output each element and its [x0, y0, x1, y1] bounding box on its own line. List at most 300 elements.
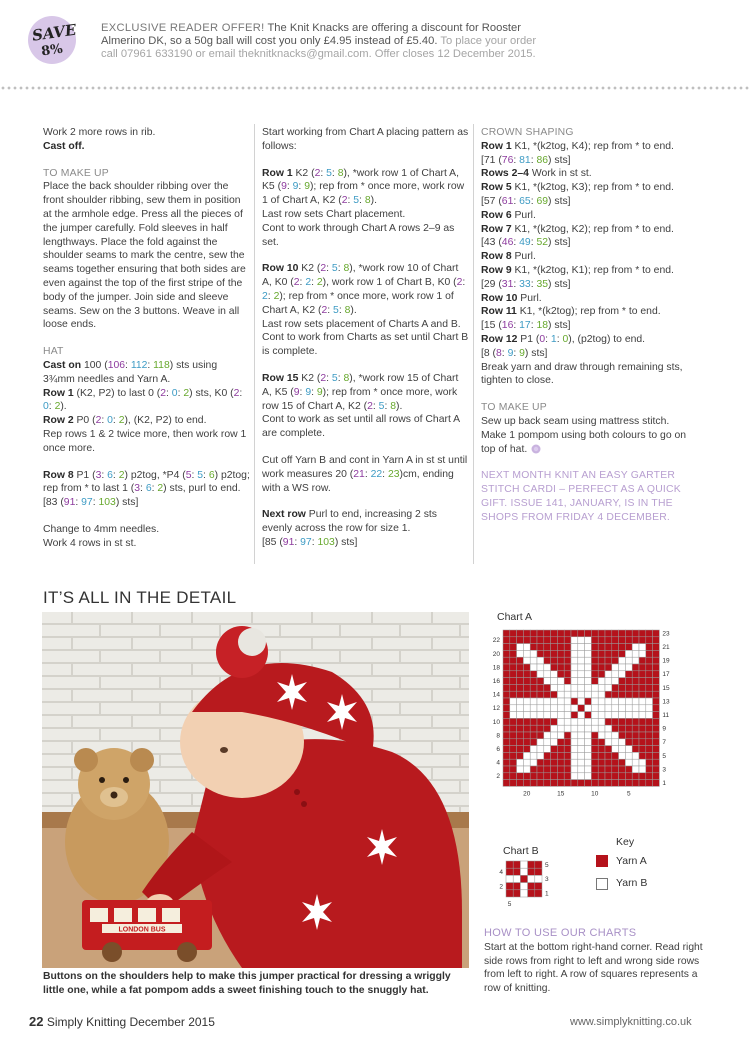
chart-cell: [639, 773, 646, 780]
chart-cell: [523, 678, 530, 685]
chart-cell: [598, 752, 605, 759]
chart-cell: [625, 705, 632, 712]
chart-cell: [632, 732, 639, 739]
chart-cell: [537, 637, 544, 644]
chart-cell: [503, 766, 510, 773]
chart-cell: [523, 684, 530, 691]
chart-cell: [564, 664, 571, 671]
chart-cell: [591, 732, 598, 739]
chart-cell: [605, 698, 612, 705]
chart-cell: [591, 678, 598, 685]
chart-cell: [598, 773, 605, 780]
chart-cell: [598, 766, 605, 773]
row-1-instruction: Row 1 (K2, P2) to last 0 (2: 0: 2) sts, K0 (2: 0: 2).: [43, 387, 243, 413]
chart-cell: [551, 766, 558, 773]
charts-ab-note: Last row sets placement of Charts A and B. Cont to work from Charts as set until Chart B is complete.: [262, 318, 469, 358]
chart-cell: [646, 644, 653, 651]
chart-cell: [585, 664, 592, 671]
chart-cell: [639, 630, 646, 637]
chart-cell: [639, 759, 646, 766]
work-rows: Work 4 rows in st st.: [43, 537, 137, 549]
yarn-b-label: Yarn B: [616, 877, 648, 889]
cut-yarn-instruction: Cut off Yarn B and cont in Yarn A in st st until work measures 20 (21: 22: 23)cm, ending with a WS row.: [262, 454, 468, 494]
chart-cell: [646, 712, 653, 719]
chart-cell: [632, 725, 639, 732]
chart-cell: [571, 773, 578, 780]
chart-cell: [503, 773, 510, 780]
chart-cell: [591, 725, 598, 732]
chart-cell: [510, 712, 517, 719]
chart-cell: [598, 637, 605, 644]
chart-cell: [619, 712, 626, 719]
chart-cell: [612, 759, 619, 766]
chart-cell: [612, 773, 619, 780]
chart-cell: [625, 725, 632, 732]
chart-cell: [578, 664, 585, 671]
chart-cell: [632, 644, 639, 651]
row-label: 11: [662, 712, 670, 720]
chart-cell: [520, 883, 527, 890]
chart-cell: [612, 664, 619, 671]
chart-cell: [591, 684, 598, 691]
chart-cell: [585, 759, 592, 766]
row-label: 8: [496, 732, 500, 740]
chart-cell: [557, 691, 564, 698]
chart-cell: [530, 718, 537, 725]
chart-cell: [585, 732, 592, 739]
next-row-instruction: Next row Purl to end, increasing 2 sts evenly across the row for size 1. [85 (91: 97: 103) sts]: [262, 509, 437, 548]
chart-cell: [530, 678, 537, 685]
chart-cell: [564, 705, 571, 712]
chart-cell: [510, 630, 517, 637]
chart-cell: [571, 644, 578, 651]
chart-cell: [544, 705, 551, 712]
chart-cell: [605, 752, 612, 759]
chart-cell: [605, 644, 612, 651]
chart-cell: [544, 637, 551, 644]
chart-cell: [625, 746, 632, 753]
chart-cell: [585, 746, 592, 753]
chart-cell: [564, 630, 571, 637]
chart-cell: [537, 759, 544, 766]
chart-cell: [551, 718, 558, 725]
chart-cell: [625, 664, 632, 671]
chart-cell: [585, 684, 592, 691]
chart-cell: [517, 657, 524, 664]
chart-cell: [619, 752, 626, 759]
chart-cell: [571, 650, 578, 657]
chart-cell: [523, 746, 530, 753]
hat-heading: HAT: [43, 346, 64, 358]
chart-cell: [625, 718, 632, 725]
save-badge-label: SAVE: [30, 20, 78, 45]
chart-cell: [530, 712, 537, 719]
chart-cell: [591, 630, 598, 637]
chart-cell: [639, 766, 646, 773]
chart-cell: [503, 678, 510, 685]
chart-cell: [653, 759, 660, 766]
chart-cell: [646, 766, 653, 773]
chart-cell: [625, 780, 632, 787]
chart-cell: [537, 718, 544, 725]
chart-cell: [557, 664, 564, 671]
chart-cell: [639, 718, 646, 725]
chart-cell: [551, 712, 558, 719]
chart-cell: [653, 773, 660, 780]
chart-cell: [530, 759, 537, 766]
chart-cell: [557, 657, 564, 664]
chart-cell: [517, 684, 524, 691]
chart-cell: [639, 678, 646, 685]
chart-cell: [544, 678, 551, 685]
chart-cell: [503, 691, 510, 698]
chart-cell: [510, 746, 517, 753]
chart-cell: [517, 732, 524, 739]
chart-cell: [530, 698, 537, 705]
chart-cell: [598, 650, 605, 657]
chart-cell: [513, 861, 520, 868]
chart-cell: [598, 671, 605, 678]
chart-cell: [523, 780, 530, 787]
crown-row-12: Row 12 P1 (0: 1: 0), (p2tog) to end. [8 (8: 9: 9) sts]: [481, 333, 646, 359]
chart-cell: [513, 890, 520, 897]
chart-cell: [523, 752, 530, 759]
crown-row-9: Row 9 K1, *(k2tog, K1); rep from * to end. [29 (31: 33: 35) sts]: [481, 264, 674, 290]
chart-cell: [523, 766, 530, 773]
chart-cell: [639, 698, 646, 705]
chart-cell: [544, 746, 551, 753]
chart-cell: [506, 861, 513, 868]
chart-cell: [557, 780, 564, 787]
chart-cell: [612, 780, 619, 787]
chart-cell: [632, 657, 639, 664]
chart-cell: [528, 861, 535, 868]
chart-cell: [557, 732, 564, 739]
chart-cell: [557, 644, 564, 651]
chart-cell: [517, 650, 524, 657]
chart-cell: [544, 691, 551, 698]
chart-cell: [653, 671, 660, 678]
chart-cell: [517, 705, 524, 712]
chart-cell: [544, 650, 551, 657]
chart-cell: [612, 746, 619, 753]
chart-cell: [517, 630, 524, 637]
row-label: 6: [496, 746, 500, 754]
chart-cell: [639, 664, 646, 671]
chart-cell: [653, 718, 660, 725]
chart-cell: [585, 644, 592, 651]
save-badge: [28, 16, 76, 64]
chart-cell: [585, 691, 592, 698]
chart-cell: [605, 718, 612, 725]
chart-cell: [625, 637, 632, 644]
chart-cell: [639, 746, 646, 753]
chart-cell: [564, 780, 571, 787]
chart-cell: [564, 766, 571, 773]
break-yarn-text: Break yarn and draw through remaining sts, tighten to close.: [481, 361, 683, 387]
chart-cell: [544, 780, 551, 787]
chart-cell: [632, 752, 639, 759]
next-month-promo: NEXT MONTH KNIT AN EASY GARTER STITCH CARDI – PERFECT AS A QUICK GIFT. ISSUE 141, JANUARY, IS IN THE SHOPS FROM FRIDAY 4 DECEMBER.: [481, 470, 681, 523]
chart-cell: [625, 732, 632, 739]
column-3: [481, 126, 693, 525]
chart-cell: [517, 671, 524, 678]
chart-cell: [510, 773, 517, 780]
chart-cell: [591, 650, 598, 657]
baby-photo: [42, 612, 469, 968]
chart-cell: [585, 780, 592, 787]
chart-cell: [544, 684, 551, 691]
crown-row-6: Row 6 Purl.: [481, 209, 536, 221]
chart-cell: [625, 773, 632, 780]
chart-cell: [535, 868, 542, 875]
chart-cell: [646, 664, 653, 671]
chart-cell: [605, 780, 612, 787]
chart-cell: [578, 752, 585, 759]
chart-cell: [585, 698, 592, 705]
chart-cell: [591, 773, 598, 780]
chart-cell: [625, 678, 632, 685]
chart-cell: [564, 691, 571, 698]
chart-cell: [564, 752, 571, 759]
chart-cell: [520, 875, 527, 882]
chart-cell: [625, 671, 632, 678]
chart-cell: [523, 712, 530, 719]
chart-cell: [510, 691, 517, 698]
chart-cell: [571, 671, 578, 678]
column-label: 5: [507, 901, 512, 908]
chart-cell: [523, 739, 530, 746]
chart-cell: [653, 780, 660, 787]
chart-cell: [503, 630, 510, 637]
section-title: IT’S ALL IN THE DETAIL: [43, 588, 237, 607]
chart-cell: [612, 671, 619, 678]
chart-cell: [578, 678, 585, 685]
chart-cell: [625, 759, 632, 766]
chart-cell: [585, 766, 592, 773]
chart-cell: [632, 664, 639, 671]
chart-cell: [506, 883, 513, 890]
row-label: 3: [662, 766, 667, 774]
chart-cell: [578, 698, 585, 705]
chart-cell: [591, 698, 598, 705]
chart-cell: [585, 678, 592, 685]
chart-cell: [646, 630, 653, 637]
row-label: 4: [496, 759, 500, 767]
chart-cell: [564, 739, 571, 746]
chart-cell: [612, 657, 619, 664]
column-1: [43, 126, 250, 551]
chart-cell: [653, 644, 660, 651]
chart-cell: [646, 650, 653, 657]
chart-cell: [564, 773, 571, 780]
chart-cell: [578, 705, 585, 712]
chart-cell: [557, 746, 564, 753]
chart-cell: [551, 698, 558, 705]
chart-cell: [639, 780, 646, 787]
chart-cell: [517, 780, 524, 787]
chart-cell: [598, 739, 605, 746]
cast-off-label: Cast off.: [43, 140, 85, 152]
chart-cell: [523, 671, 530, 678]
chart-cell: [551, 725, 558, 732]
chart-cell: [605, 705, 612, 712]
chart-cell: [557, 698, 564, 705]
chart-cell: [598, 718, 605, 725]
chart-cell: [619, 725, 626, 732]
chart-a: [477, 622, 697, 817]
chart-cell: [591, 780, 598, 787]
chart-cell: [513, 868, 520, 875]
chart-cell: [520, 861, 527, 868]
chart-cell: [612, 698, 619, 705]
chart-cell: [544, 664, 551, 671]
chart-placement-note: Last row sets Chart placement.: [262, 208, 406, 220]
chart-cell: [510, 718, 517, 725]
chart-cell: [537, 691, 544, 698]
chart-cell: [530, 752, 537, 759]
chart-cell: [571, 684, 578, 691]
chart-cell: [619, 732, 626, 739]
chart-cell: [530, 732, 537, 739]
chart-cell: [619, 650, 626, 657]
row-label: 16: [492, 678, 500, 686]
chart-cell: [612, 705, 619, 712]
chart-cell: [632, 705, 639, 712]
crown-shaping-heading: CROWN SHAPING: [481, 127, 574, 138]
column-divider: [473, 124, 474, 564]
chart-cell: [605, 650, 612, 657]
chart-cell: [612, 691, 619, 698]
chart-cell: [510, 705, 517, 712]
chart-cell: [625, 698, 632, 705]
chart-cell: [639, 671, 646, 678]
repeat-instruction: Rep rows 1 & 2 twice more, then work row 1 once more.: [43, 428, 247, 454]
chart-cell: [605, 684, 612, 691]
chart-cell: [571, 732, 578, 739]
chart-cell: [646, 732, 653, 739]
chart-cell: [510, 664, 517, 671]
chart-cell: [619, 644, 626, 651]
chart-cell: [523, 773, 530, 780]
photo-illustration: [42, 612, 469, 968]
chart-cell: [598, 664, 605, 671]
chart-cell: [551, 746, 558, 753]
chart-cell: [510, 766, 517, 773]
chart-cell: [564, 637, 571, 644]
chart-cell: [646, 684, 653, 691]
chart-cell: [585, 630, 592, 637]
chart-cell: [537, 671, 544, 678]
cast-on-instruction: Cast on 100 (106: 112: 118) sts using 3¾mm needles and Yarn A.: [43, 359, 218, 385]
chart-cell: [544, 766, 551, 773]
chart-cell: [564, 759, 571, 766]
chart-cell: [578, 739, 585, 746]
chart-cell: [646, 698, 653, 705]
chart-cell: [646, 780, 653, 787]
row-label: 2: [496, 773, 500, 781]
yarn-a-label: Yarn A: [616, 855, 647, 867]
chart-a-intro: Start working from Chart A placing pattern as follows:: [262, 127, 469, 152]
chart-cell: [612, 725, 619, 732]
chart-cell: [578, 780, 585, 787]
chart-cell: [653, 630, 660, 637]
chart-cell: [591, 766, 598, 773]
chart-cell: [646, 725, 653, 732]
row-label: 19: [662, 657, 670, 665]
chart-cell: [506, 875, 513, 882]
chart-cell: [598, 712, 605, 719]
chart-cell: [557, 773, 564, 780]
chart-cell: [632, 691, 639, 698]
chart-cell: [537, 732, 544, 739]
chart-cell: [564, 746, 571, 753]
chart-cell: [517, 664, 524, 671]
chart-cell: [653, 684, 660, 691]
chart-cell: [510, 671, 517, 678]
chart-cell: [530, 684, 537, 691]
chart-cell: [503, 746, 510, 753]
chart-cell: [612, 766, 619, 773]
chart-cell: [646, 678, 653, 685]
chart-cell: [523, 650, 530, 657]
chart-cell: [625, 684, 632, 691]
chart-cell: [653, 752, 660, 759]
howto-title: HOW TO USE OUR CHARTS: [484, 927, 637, 939]
column-label: 10: [591, 790, 599, 798]
chart-cell: [591, 664, 598, 671]
chart-cell: [612, 718, 619, 725]
chart-cell: [612, 678, 619, 685]
chart-cell: [517, 739, 524, 746]
chart-cell: [639, 637, 646, 644]
chart-cell: [591, 671, 598, 678]
chart-cell: [510, 644, 517, 651]
chart-cell: [571, 766, 578, 773]
chart-cell: [537, 684, 544, 691]
chart-cell: [571, 712, 578, 719]
chart-cell: [537, 752, 544, 759]
chart-cell: [571, 780, 578, 787]
chart-cell: [557, 739, 564, 746]
chart-cell: [646, 739, 653, 746]
row-label: 4: [499, 868, 503, 876]
chart-cell: [612, 752, 619, 759]
chart-cell: [591, 759, 598, 766]
chart-cell: [598, 698, 605, 705]
chart-cell: [551, 739, 558, 746]
row-2-instruction: Row 2 P0 (2: 0: 2), (K2, P2) to end.: [43, 415, 207, 427]
chart-cell: [517, 678, 524, 685]
chart-cell: [544, 698, 551, 705]
footer-publication: [29, 1014, 215, 1029]
chart-cell: [591, 752, 598, 759]
chart-cell: [530, 725, 537, 732]
chart-cell: [571, 739, 578, 746]
chart-cell: [551, 684, 558, 691]
chart-cell: [585, 712, 592, 719]
chart-cell: [530, 650, 537, 657]
chart-cell: [557, 725, 564, 732]
chart-cell: [646, 752, 653, 759]
chart-cell: [523, 732, 530, 739]
chart-cell: [510, 780, 517, 787]
chart-cell: [510, 732, 517, 739]
row-15-instruction: Row 15 K2 (2: 5: 8), *work row 15 of Chart A, K5 (9: 9: 9); rep from * once more, work row 15 of Chart A, K2 (2: 5: 8).: [262, 372, 459, 412]
row-label: 22: [492, 637, 500, 645]
text-line: Work 2 more rows in rib.: [43, 127, 156, 138]
chart-a-title: Chart A: [497, 611, 533, 623]
